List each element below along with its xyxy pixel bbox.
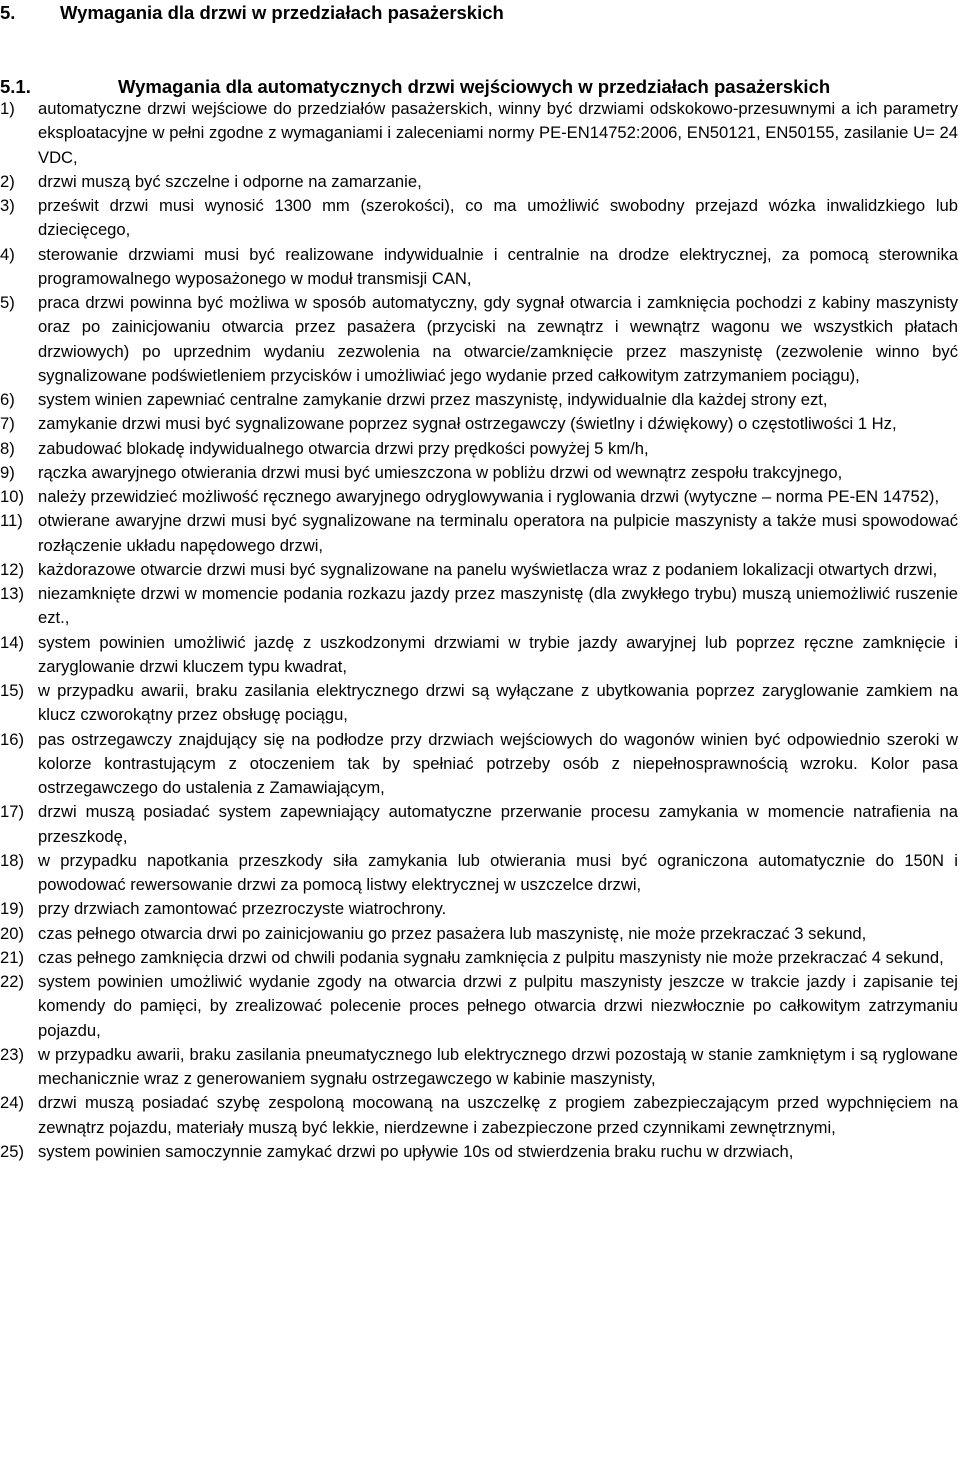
- list-item-text: każdorazowe otwarcie drzwi musi być sygnalizowane na panelu wyświetlacza wraz z podaniem lokalizacji otwartych drzwi,: [38, 559, 938, 579]
- list-item-number: 11): [0, 511, 23, 531]
- list-item-number: 18): [0, 850, 24, 870]
- list-item: [0, 291, 958, 388]
- list-item: [0, 437, 958, 461]
- list-item-number: 7): [0, 414, 15, 434]
- list-item-text: sterowanie drzwiami musi być realizowane indywidualnie i centralnie na drodze elektrycznej, za pomocą sterownika programowalnego wyposażonego w moduł transmisji CAN,: [38, 244, 958, 288]
- list-item-text: praca drzwi powinna być możliwa w sposób automatyczny, gdy sygnał otwarcia i zamknięcia pochodzi z kabiny maszynisty oraz po zainicjowaniu otwarcia przez pasażera (przyciski na zewnątrz i wewnątrz wagonu we wszystkich płatach drzwiowych) po uprzednim wydaniu zezwolenia na otwarcie/zamknięcie przez maszynistę (zezwolenie winno być sygnalizowane podświetleniem przycisków i umożliwiać jego wydanie przed całkowitym zatrzymaniem pociągu),: [38, 293, 958, 385]
- list-item-number: 16): [0, 729, 24, 749]
- list-item: [0, 922, 958, 946]
- list-item: [0, 558, 958, 582]
- list-item-number: 8): [0, 438, 15, 458]
- list-item-text: należy przewidzieć możliwość ręcznego awaryjnego odryglowywania i ryglowania drzwi (wytyczne – norma PE-EN 14752),: [38, 487, 940, 506]
- list-item-number: 10): [0, 487, 24, 506]
- list-item: [0, 631, 958, 680]
- list-item-text: drzwi muszą posiadać szybę zespoloną mocowaną na uszczelkę z progiem zabezpieczającym przed wypchnięciem na zewnątrz pojazdu, materiały muszą być lekkie, nierdzewne i zabezpieczone przed czynnikami zewnętrznymi,: [38, 1093, 958, 1137]
- list-item-text: system powinien samoczynnie zamykać drzwi po upływie 10s od stwierdzenia braku ruchu w drzwiach,: [38, 1141, 794, 1161]
- list-item-number: 13): [0, 584, 24, 603]
- list-item: [0, 461, 958, 485]
- list-item-text: przy drzwiach zamontować przezroczyste wiatrochrony.: [38, 899, 447, 919]
- list-item-number: 9): [0, 462, 15, 482]
- list-item-number: 24): [0, 1093, 24, 1113]
- list-item-text: rączka awaryjnego otwierania drzwi musi być umieszczona w pobliżu drzwi od wewnątrz zespołu trakcyjnego,: [38, 462, 843, 482]
- list-item: [0, 946, 958, 970]
- list-item-text: otwierane awaryjne drzwi musi być sygnalizowane na terminalu operatora na pulpicie maszynisty a także musi spowodować rozłączenie układu napędowego drzwi,: [38, 511, 958, 555]
- list-item-number: 20): [0, 923, 24, 943]
- list-item-text: czas pełnego zamknięcia drzwi od chwili podania sygnału zamknięcia z pulpitu maszynisty nie może przekraczać 4 sekund,: [38, 947, 944, 967]
- list-item-text: w przypadku napotkania przeszkody siła zamykania lub otwierania musi być ograniczona automatycznie do 150N i powodować rewersowanie drzwi za pomocą listwy elektrycznej w uszczelce drzwi,: [38, 850, 958, 894]
- list-item: [0, 970, 958, 1043]
- list-item-number: 15): [0, 681, 24, 700]
- list-item-number: 17): [0, 802, 24, 822]
- requirements-list: [0, 97, 958, 1164]
- list-item-text: drzwi muszą być szczelne i odporne na zamarzanie,: [38, 171, 422, 191]
- list-item-number: 14): [0, 632, 24, 652]
- list-item-number: 19): [0, 899, 24, 919]
- list-item: [0, 243, 958, 292]
- list-item: [0, 412, 958, 436]
- list-item: [0, 679, 958, 728]
- section-title: Wymagania dla drzwi w przedziałach pasażerskich: [60, 2, 504, 23]
- list-item: [0, 509, 958, 558]
- list-item-text: drzwi muszą posiadać system zapewniający automatyczne przerwanie procesu zamykania w momencie natrafienia na przeszkodę,: [38, 802, 958, 846]
- list-item-text: niezamknięte drzwi w momencie podania rozkazu jazdy przez maszynistę (dla zwykłego trybu) muszą uniemożliwić ruszenie ezt.,: [38, 584, 958, 628]
- list-item-number: 3): [0, 196, 15, 215]
- list-item-text: zamykanie drzwi musi być sygnalizowane poprzez sygnał ostrzegawczy (świetlny i dźwiękowy) o częstotliwości 1 Hz,: [38, 414, 897, 434]
- list-item-text: zabudować blokadę indywidualnego otwarcia drzwi przy prędkości powyżej 5 km/h,: [38, 438, 649, 458]
- subsection-heading: [0, 76, 830, 98]
- list-item: [0, 1043, 958, 1092]
- list-item-text: automatyczne drzwi wejściowe do przedziałów pasażerskich, winny być drzwiami odskokowo-przesuwnymi a ich parametry eksploatacyjne w pełni zgodne z wymaganiami i zaleceniami normy PE-EN14752:2006, EN50121, EN50155, zasilanie U= 24 VDC,: [38, 99, 958, 167]
- list-item-number: 6): [0, 390, 15, 409]
- list-item-number: 12): [0, 559, 24, 579]
- list-item: [0, 582, 958, 631]
- section-number: 5.: [0, 2, 16, 23]
- list-item-text: pas ostrzegawczy znajdujący się na podłodze przy drzwiach wejściowych do wagonów winien być odpowiednio szeroki w kolorze kontrastującym z otoczeniem tak by spełniać potrzeby osób z niepełnosprawnością wzroku. Kolor pasa ostrzegawczego do ustalenia z Zamawiającym,: [38, 729, 958, 797]
- list-item: [0, 849, 958, 898]
- list-item-number: 4): [0, 244, 15, 264]
- list-item: [0, 897, 958, 921]
- list-item-text: w przypadku awarii, braku zasilania elektrycznego drzwi są wyłączane z ubytkowania poprzez zaryglowanie zamkiem na klucz czworokątny przez obsługę pociągu,: [38, 681, 958, 725]
- list-item-text: system winien zapewniać centralne zamykanie drzwi przez maszynistę, indywidualnie dla każdej strony ezt,: [38, 390, 828, 409]
- list-item: [0, 800, 958, 849]
- list-item-number: 5): [0, 293, 15, 312]
- list-item: [0, 728, 958, 801]
- list-item-number: 21): [0, 947, 24, 967]
- list-item-number: 22): [0, 972, 24, 991]
- section-heading: [0, 2, 504, 24]
- list-item-text: system powinien umożliwić wydanie zgody na otwarcia drzwi z pulpitu maszynisty jeszcze w trakcie jazdy i zapisanie tej komendy do pamięci, by zrealizować polecenie proces pełnego otwarcia drzwi niezwłocznie po całkowitym zatrzymaniu pojazdu,: [38, 972, 958, 1040]
- list-item-text: w przypadku awarii, braku zasilania pneumatycznego lub elektrycznego drzwi pozostają w stanie zamkniętym i są ryglowane mechanicznie wraz z generowaniem sygnału ostrzegawczego w kabinie maszynisty,: [38, 1044, 958, 1088]
- list-item: [0, 1091, 958, 1140]
- list-item-number: 25): [0, 1141, 24, 1161]
- list-item: [0, 97, 958, 170]
- subsection-title: Wymagania dla automatycznych drzwi wejściowych w przedziałach pasażerskich: [118, 76, 831, 97]
- list-item-number: 23): [0, 1044, 24, 1064]
- list-item-text: prześwit drzwi musi wynosić 1300 mm (szerokości), co ma umożliwić swobodny przejazd wózka inwalidzkiego lub dziecięcego,: [38, 196, 958, 240]
- list-item-text: czas pełnego otwarcia drwi po zainicjowaniu go przez pasażera lub maszynistę, nie może przekraczać 3 sekund,: [38, 923, 867, 943]
- list-item-text: system powinien umożliwić jazdę z uszkodzonymi drzwiami w trybie jazdy awaryjnej lub poprzez ręczne zamknięcie i zaryglowanie drzwi kluczem typu kwadrat,: [38, 632, 958, 676]
- list-item-number: 2): [0, 171, 15, 191]
- list-item: [0, 170, 958, 194]
- list-item: [0, 194, 958, 243]
- list-item: [0, 485, 958, 509]
- subsection-number: 5.1.: [0, 76, 31, 97]
- list-item: [0, 1140, 958, 1164]
- list-item: [0, 388, 958, 412]
- list-item-number: 1): [0, 99, 15, 118]
